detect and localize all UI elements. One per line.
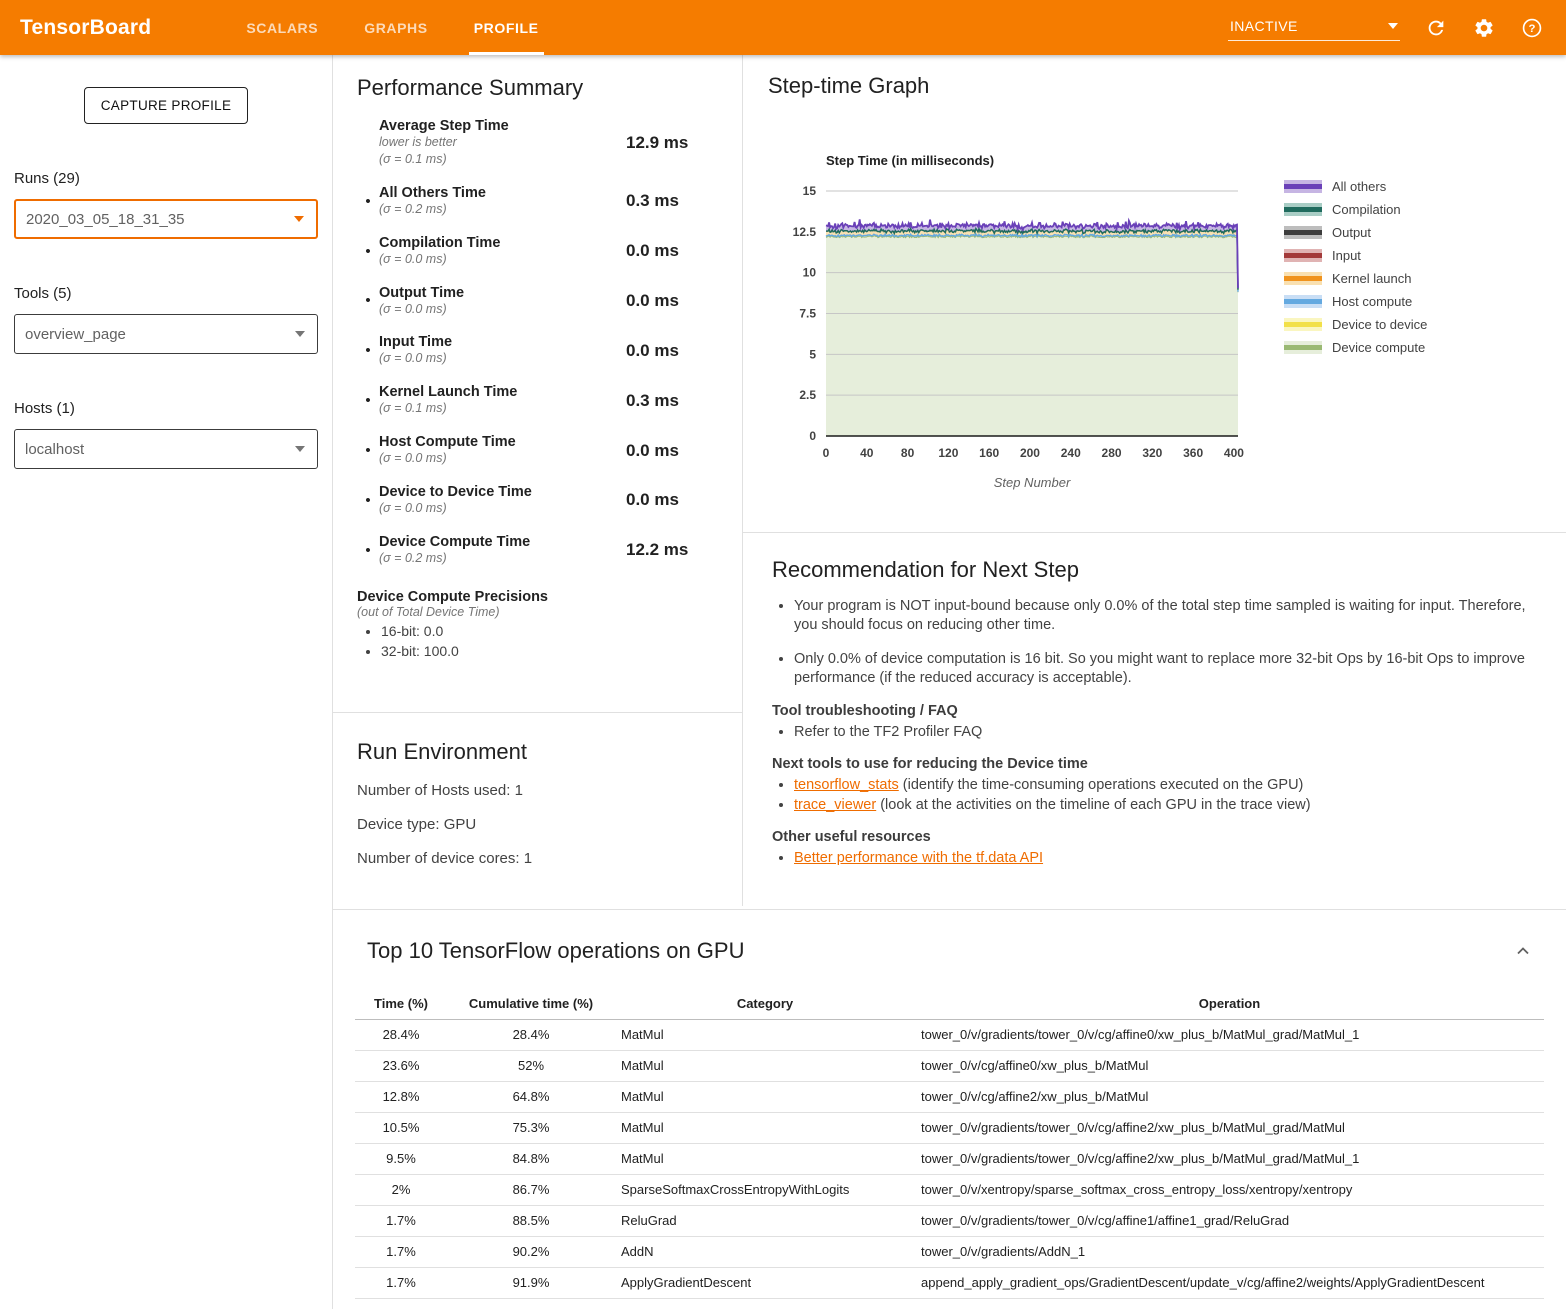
- run-env-line: Number of Hosts used: 1: [357, 782, 523, 799]
- legend-label: Device to device: [1332, 317, 1428, 332]
- table-cell: SparseSoftmaxCrossEntropyWithLogits: [615, 1174, 915, 1205]
- metric-row: [357, 185, 718, 218]
- bullet: •: [365, 392, 371, 410]
- svg-text:10: 10: [802, 265, 816, 280]
- header-actions: [1228, 14, 1544, 41]
- table-cell: 64.8%: [447, 1081, 615, 1112]
- svg-text:360: 360: [1183, 446, 1204, 460]
- metric-name: Average Step Time: [379, 118, 509, 134]
- sidebar-group: [14, 285, 318, 354]
- performance-summary-title: Performance Summary: [357, 75, 584, 100]
- metric-name: All Others Time: [379, 184, 486, 201]
- metric-sigma: (σ = 0.0 ms): [379, 501, 447, 515]
- table-cell: 12.8%: [355, 1081, 447, 1112]
- metric-sigma: (σ = 0.0 ms): [379, 301, 447, 316]
- metric-row: [357, 235, 718, 268]
- legend-label: Output: [1332, 225, 1372, 240]
- table-cell: 2%: [355, 1174, 447, 1205]
- sidebar-group: [14, 400, 318, 469]
- metric-value: 0.3 ms: [626, 191, 679, 211]
- legend-item: [1284, 294, 1427, 309]
- chevron-down-icon: [295, 331, 305, 337]
- metric-name: Device Compute Time: [379, 533, 531, 550]
- next-tool-item: [794, 775, 1538, 795]
- metric-info: [379, 384, 626, 417]
- table-cell: 9.5%: [355, 1143, 447, 1174]
- chevron-down-icon: [295, 446, 305, 452]
- next-tools-list: [794, 775, 1538, 815]
- metric-name: Kernel Launch Time: [379, 384, 518, 401]
- chevron-down-icon: [294, 216, 304, 222]
- run-env-line: Device type: GPU: [357, 816, 477, 833]
- step-time-chart: [768, 149, 1268, 494]
- svg-text:15: 15: [802, 184, 816, 198]
- table-cell: MatMul: [615, 1081, 915, 1112]
- svg-text:?: ?: [1528, 22, 1536, 35]
- select-value: localhost: [25, 440, 85, 458]
- legend-swatch: [1284, 318, 1322, 331]
- metric-info: [379, 118, 626, 168]
- metric-sigma: (σ = 0.0 ms): [379, 251, 447, 266]
- select-runs[interactable]: [14, 199, 318, 239]
- metric-info: [379, 285, 626, 318]
- metric-row: [357, 434, 718, 467]
- legend-item: [1284, 340, 1427, 355]
- svg-text:Step Time (in milliseconds): Step Time (in milliseconds): [826, 153, 995, 168]
- column-header: Cumulative time (%): [447, 988, 615, 1020]
- metric-row: [357, 534, 718, 567]
- metric-name: Compilation Time: [379, 234, 501, 251]
- table-cell: tower_0/v/cg/affine0/xw_plus_b/MatMul: [915, 1050, 1544, 1081]
- run-env-line: Number of device cores: 1: [357, 850, 533, 867]
- settings-gear-icon[interactable]: [1472, 16, 1496, 40]
- sidebar-group-label: Hosts (1): [14, 400, 75, 417]
- metric-sigma: (σ = 0.2 ms): [379, 550, 447, 565]
- svg-text:80: 80: [900, 446, 915, 460]
- run-environment-card: [333, 713, 742, 903]
- bullet: •: [365, 491, 371, 509]
- metric-info: [379, 185, 626, 218]
- table-row: [355, 1081, 1544, 1112]
- table-row: [355, 1143, 1544, 1174]
- svg-text:40: 40: [860, 446, 874, 460]
- metrics-list: [357, 118, 718, 567]
- table-cell: 90.2%: [447, 1236, 615, 1267]
- table-cell: 1.7%: [355, 1267, 447, 1298]
- table-cell: 28.4%: [447, 1019, 615, 1050]
- select-hosts[interactable]: [14, 429, 318, 469]
- legend-swatch: [1284, 180, 1322, 193]
- refresh-icon[interactable]: [1424, 16, 1448, 40]
- resource-link[interactable]: Better performance with the tf.data API: [794, 849, 1044, 866]
- bullet: •: [365, 342, 371, 360]
- chevron-down-icon: [1388, 23, 1398, 29]
- legend-swatch: [1284, 295, 1322, 308]
- precisions-list: [381, 621, 718, 661]
- top-ops-table: [355, 988, 1544, 1299]
- legend-item: [1284, 317, 1427, 332]
- table-cell: 52%: [447, 1050, 615, 1081]
- status-dropdown-value: INACTIVE: [1230, 18, 1298, 34]
- table-cell: 91.9%: [447, 1267, 615, 1298]
- metric-info: [379, 434, 626, 467]
- table-row: [355, 1112, 1544, 1143]
- step-time-graph-title: Step-time Graph: [768, 73, 930, 98]
- metric-sigma: (σ = 0.0 ms): [379, 451, 447, 466]
- svg-text:120: 120: [938, 446, 959, 460]
- metric-value: 0.0 ms: [626, 340, 679, 360]
- svg-text:12.5: 12.5: [792, 224, 816, 239]
- table-cell: ReluGrad: [615, 1205, 915, 1236]
- table-cell: 28.4%: [355, 1019, 447, 1050]
- metric-sigma: (σ = 0.0 ms): [379, 351, 447, 366]
- svg-text:5: 5: [809, 347, 816, 362]
- table-row: [355, 1174, 1544, 1205]
- metric-value: 0.0 ms: [626, 440, 679, 460]
- bullet: •: [365, 541, 371, 559]
- table-cell: MatMul: [615, 1143, 915, 1174]
- legend-swatch: [1284, 226, 1322, 239]
- precisions-title: Device Compute Precisions: [357, 588, 548, 605]
- table-cell: tower_0/v/cg/affine2/xw_plus_b/MatMul: [915, 1081, 1544, 1112]
- status-dropdown[interactable]: [1228, 14, 1400, 41]
- table-cell: tower_0/v/gradients/tower_0/v/cg/affine0/xw_plus_b/MatMul_grad/MatMul_1: [915, 1019, 1544, 1050]
- faq-title: Tool troubleshooting / FAQ: [772, 702, 958, 719]
- metric-value: 0.0 ms: [626, 490, 679, 510]
- table-cell: tower_0/v/gradients/AddN_1: [915, 1236, 1544, 1267]
- step-time-graph-card: [743, 55, 1566, 533]
- sidebar-groups: [0, 170, 332, 469]
- table-cell: 86.7%: [447, 1174, 615, 1205]
- recommendation-title: Recommendation for Next Step: [772, 557, 1079, 582]
- bullet: •: [365, 292, 371, 310]
- metric-value: 0.0 ms: [626, 241, 679, 261]
- bullet: •: [365, 192, 371, 210]
- metric-value: 0.3 ms: [626, 390, 679, 410]
- legend-label: Device compute: [1332, 340, 1426, 355]
- metric-info: [379, 484, 626, 517]
- chart-legend: [1284, 179, 1427, 494]
- sidebar-group-label: Tools (5): [14, 285, 72, 302]
- table-cell: 84.8%: [447, 1143, 615, 1174]
- sidebar-group-label: Runs (29): [14, 170, 80, 187]
- legend-label: Host compute: [1332, 294, 1413, 309]
- svg-text:200: 200: [1019, 446, 1040, 460]
- select-value: overview_page: [25, 325, 126, 343]
- table-cell: 88.5%: [447, 1205, 615, 1236]
- metric-info: [379, 534, 626, 567]
- metric-row: [357, 384, 718, 417]
- nav-tabs: [223, 0, 561, 55]
- legend-item: [1284, 225, 1427, 240]
- tool-desc: (look at the activities on the timeline of each GPU in the trace view): [876, 796, 1311, 813]
- next-tools-title: Next tools to use for reducing the Device time: [772, 755, 1088, 772]
- capture-profile-button[interactable]: CAPTURE PROFILE: [84, 87, 248, 124]
- table-cell: tower_0/v/xentropy/sparse_softmax_cross_entropy_loss/xentropy/xentropy: [915, 1174, 1544, 1205]
- table-cell: MatMul: [615, 1112, 915, 1143]
- faq-item: • Refer to the TF2 Profiler FAQ: [794, 722, 1538, 742]
- tab-scalars[interactable]: SCALARS: [246, 19, 319, 36]
- select-value: 2020_03_05_18_31_35: [26, 210, 185, 228]
- metric-sigma: (σ = 0.1 ms): [379, 151, 447, 166]
- app-header: [0, 0, 1566, 55]
- legend-label: Compilation: [1332, 202, 1401, 217]
- run-environment-lines: [357, 782, 718, 867]
- table-cell: 1.7%: [355, 1205, 447, 1236]
- tool-link[interactable]: trace_viewer: [794, 796, 877, 813]
- column-header: Category: [615, 988, 915, 1020]
- sidebar: [0, 55, 333, 1309]
- metric-row: [357, 334, 718, 367]
- recommendation-bullet: • Only 0.0% of device computation is 16 bit. So you might want to replace more 32-bit Ops by 16-bit Ops to improve performance (if the reduced accuracy is acceptable).: [794, 650, 1538, 689]
- next-tool-item: [794, 795, 1538, 815]
- table-row: [355, 1019, 1544, 1050]
- app-title: TensorBoard: [20, 15, 152, 39]
- table-header-row: [355, 988, 1544, 1020]
- recommendation-bullet: • Your program is NOT input-bound because only 0.0% of the total step time sampled is waiting for input. Therefore, you should focus on reducing other time.: [794, 597, 1538, 636]
- table-row: [355, 1267, 1544, 1298]
- table-row: [355, 1205, 1544, 1236]
- column-header: Time (%): [355, 988, 447, 1020]
- table-cell: ApplyGradientDescent: [615, 1267, 915, 1298]
- table-cell: MatMul: [615, 1050, 915, 1081]
- table-row: [355, 1050, 1544, 1081]
- table-cell: 1.7%: [355, 1236, 447, 1267]
- legend-label: Input: [1332, 248, 1361, 263]
- svg-text:0: 0: [809, 429, 816, 443]
- legend-swatch: [1284, 203, 1322, 216]
- table-cell: 23.6%: [355, 1050, 447, 1081]
- legend-item: [1284, 248, 1427, 263]
- bullet: •: [365, 442, 371, 460]
- svg-text:Step Number: Step Number: [993, 475, 1071, 490]
- recommendation-bullets: [794, 597, 1538, 689]
- performance-summary-card: [333, 55, 742, 713]
- help-icon[interactable]: [1520, 16, 1544, 40]
- metric-sigma: (σ = 0.2 ms): [379, 201, 447, 216]
- metric-name: Host Compute Time: [379, 434, 516, 451]
- select-tools[interactable]: [14, 314, 318, 354]
- svg-text:400: 400: [1223, 446, 1244, 460]
- legend-item: [1284, 202, 1427, 217]
- svg-text:2.5: 2.5: [799, 388, 816, 403]
- tab-graphs[interactable]: GRAPHS: [364, 19, 428, 36]
- precisions-subtitle: (out of Total Device Time): [357, 604, 500, 619]
- tab-profile[interactable]: PROFILE: [451, 0, 562, 55]
- svg-text:7.5: 7.5: [799, 306, 816, 321]
- table-body: [355, 1019, 1544, 1298]
- metric-subtitle: lower is better: [379, 135, 457, 149]
- top-ops-card: [333, 909, 1566, 1309]
- metric-name: Input Time: [379, 334, 453, 351]
- svg-text:160: 160: [979, 446, 1000, 460]
- metric-value: 0.0 ms: [626, 290, 679, 310]
- legend-item: [1284, 271, 1427, 286]
- metric-sigma: (σ = 0.1 ms): [379, 401, 447, 416]
- metric-row: [357, 118, 718, 168]
- tool-link[interactable]: tensorflow_stats: [794, 776, 899, 793]
- svg-text:0: 0: [822, 446, 830, 460]
- tool-desc: (identify the time-consuming operations executed on the GPU): [898, 776, 1304, 793]
- resource-item: [794, 848, 1538, 868]
- metric-info: [379, 235, 626, 268]
- table-cell: tower_0/v/gradients/tower_0/v/cg/affine1/affine1_grad/ReluGrad: [915, 1205, 1544, 1236]
- table-cell: 10.5%: [355, 1112, 447, 1143]
- legend-label: All others: [1332, 179, 1387, 194]
- metric-row: [357, 285, 718, 318]
- table-cell: MatMul: [615, 1019, 915, 1050]
- legend-swatch: [1284, 341, 1322, 354]
- precision-item: • 16-bit: 0.0: [381, 621, 718, 641]
- svg-text:320: 320: [1142, 446, 1163, 460]
- metric-name: Output Time: [379, 284, 465, 301]
- top-ops-title: Top 10 TensorFlow operations on GPU: [367, 937, 745, 963]
- metric-info: [379, 334, 626, 367]
- bullet: •: [365, 242, 371, 260]
- svg-text:280: 280: [1101, 446, 1122, 460]
- legend-swatch: [1284, 249, 1322, 262]
- precision-item: • 32-bit: 100.0: [381, 641, 718, 661]
- table-cell: append_apply_gradient_ops/GradientDescent/update_v/cg/affine2/weights/ApplyGradientDescent: [915, 1267, 1544, 1298]
- svg-text:240: 240: [1060, 446, 1081, 460]
- table-cell: tower_0/v/gradients/tower_0/v/cg/affine2/xw_plus_b/MatMul_grad/MatMul: [915, 1112, 1544, 1143]
- faq-list: [794, 722, 1538, 742]
- legend-swatch: [1284, 272, 1322, 285]
- table-cell: AddN: [615, 1236, 915, 1267]
- other-resources-title: Other useful resources: [772, 828, 931, 845]
- table-cell: tower_0/v/gradients/tower_0/v/cg/affine2/xw_plus_b/MatMul_grad/MatMul_1: [915, 1143, 1544, 1174]
- table-row: [355, 1236, 1544, 1267]
- sidebar-group: [14, 170, 318, 239]
- collapse-chevron-icon[interactable]: [1514, 942, 1532, 960]
- column-header: Operation: [915, 988, 1544, 1020]
- table-cell: 75.3%: [447, 1112, 615, 1143]
- other-resources-list: [794, 848, 1538, 868]
- metric-row: [357, 484, 718, 517]
- metric-name: Device to Device Time: [379, 484, 532, 500]
- recommendation-card: [743, 533, 1566, 906]
- metric-value: 12.2 ms: [626, 540, 689, 560]
- main-content: [333, 55, 1566, 1309]
- legend-label: Kernel launch: [1332, 271, 1412, 286]
- legend-item: [1284, 179, 1427, 194]
- run-environment-title: Run Environment: [357, 739, 527, 764]
- metric-value: 12.9 ms: [626, 132, 689, 152]
